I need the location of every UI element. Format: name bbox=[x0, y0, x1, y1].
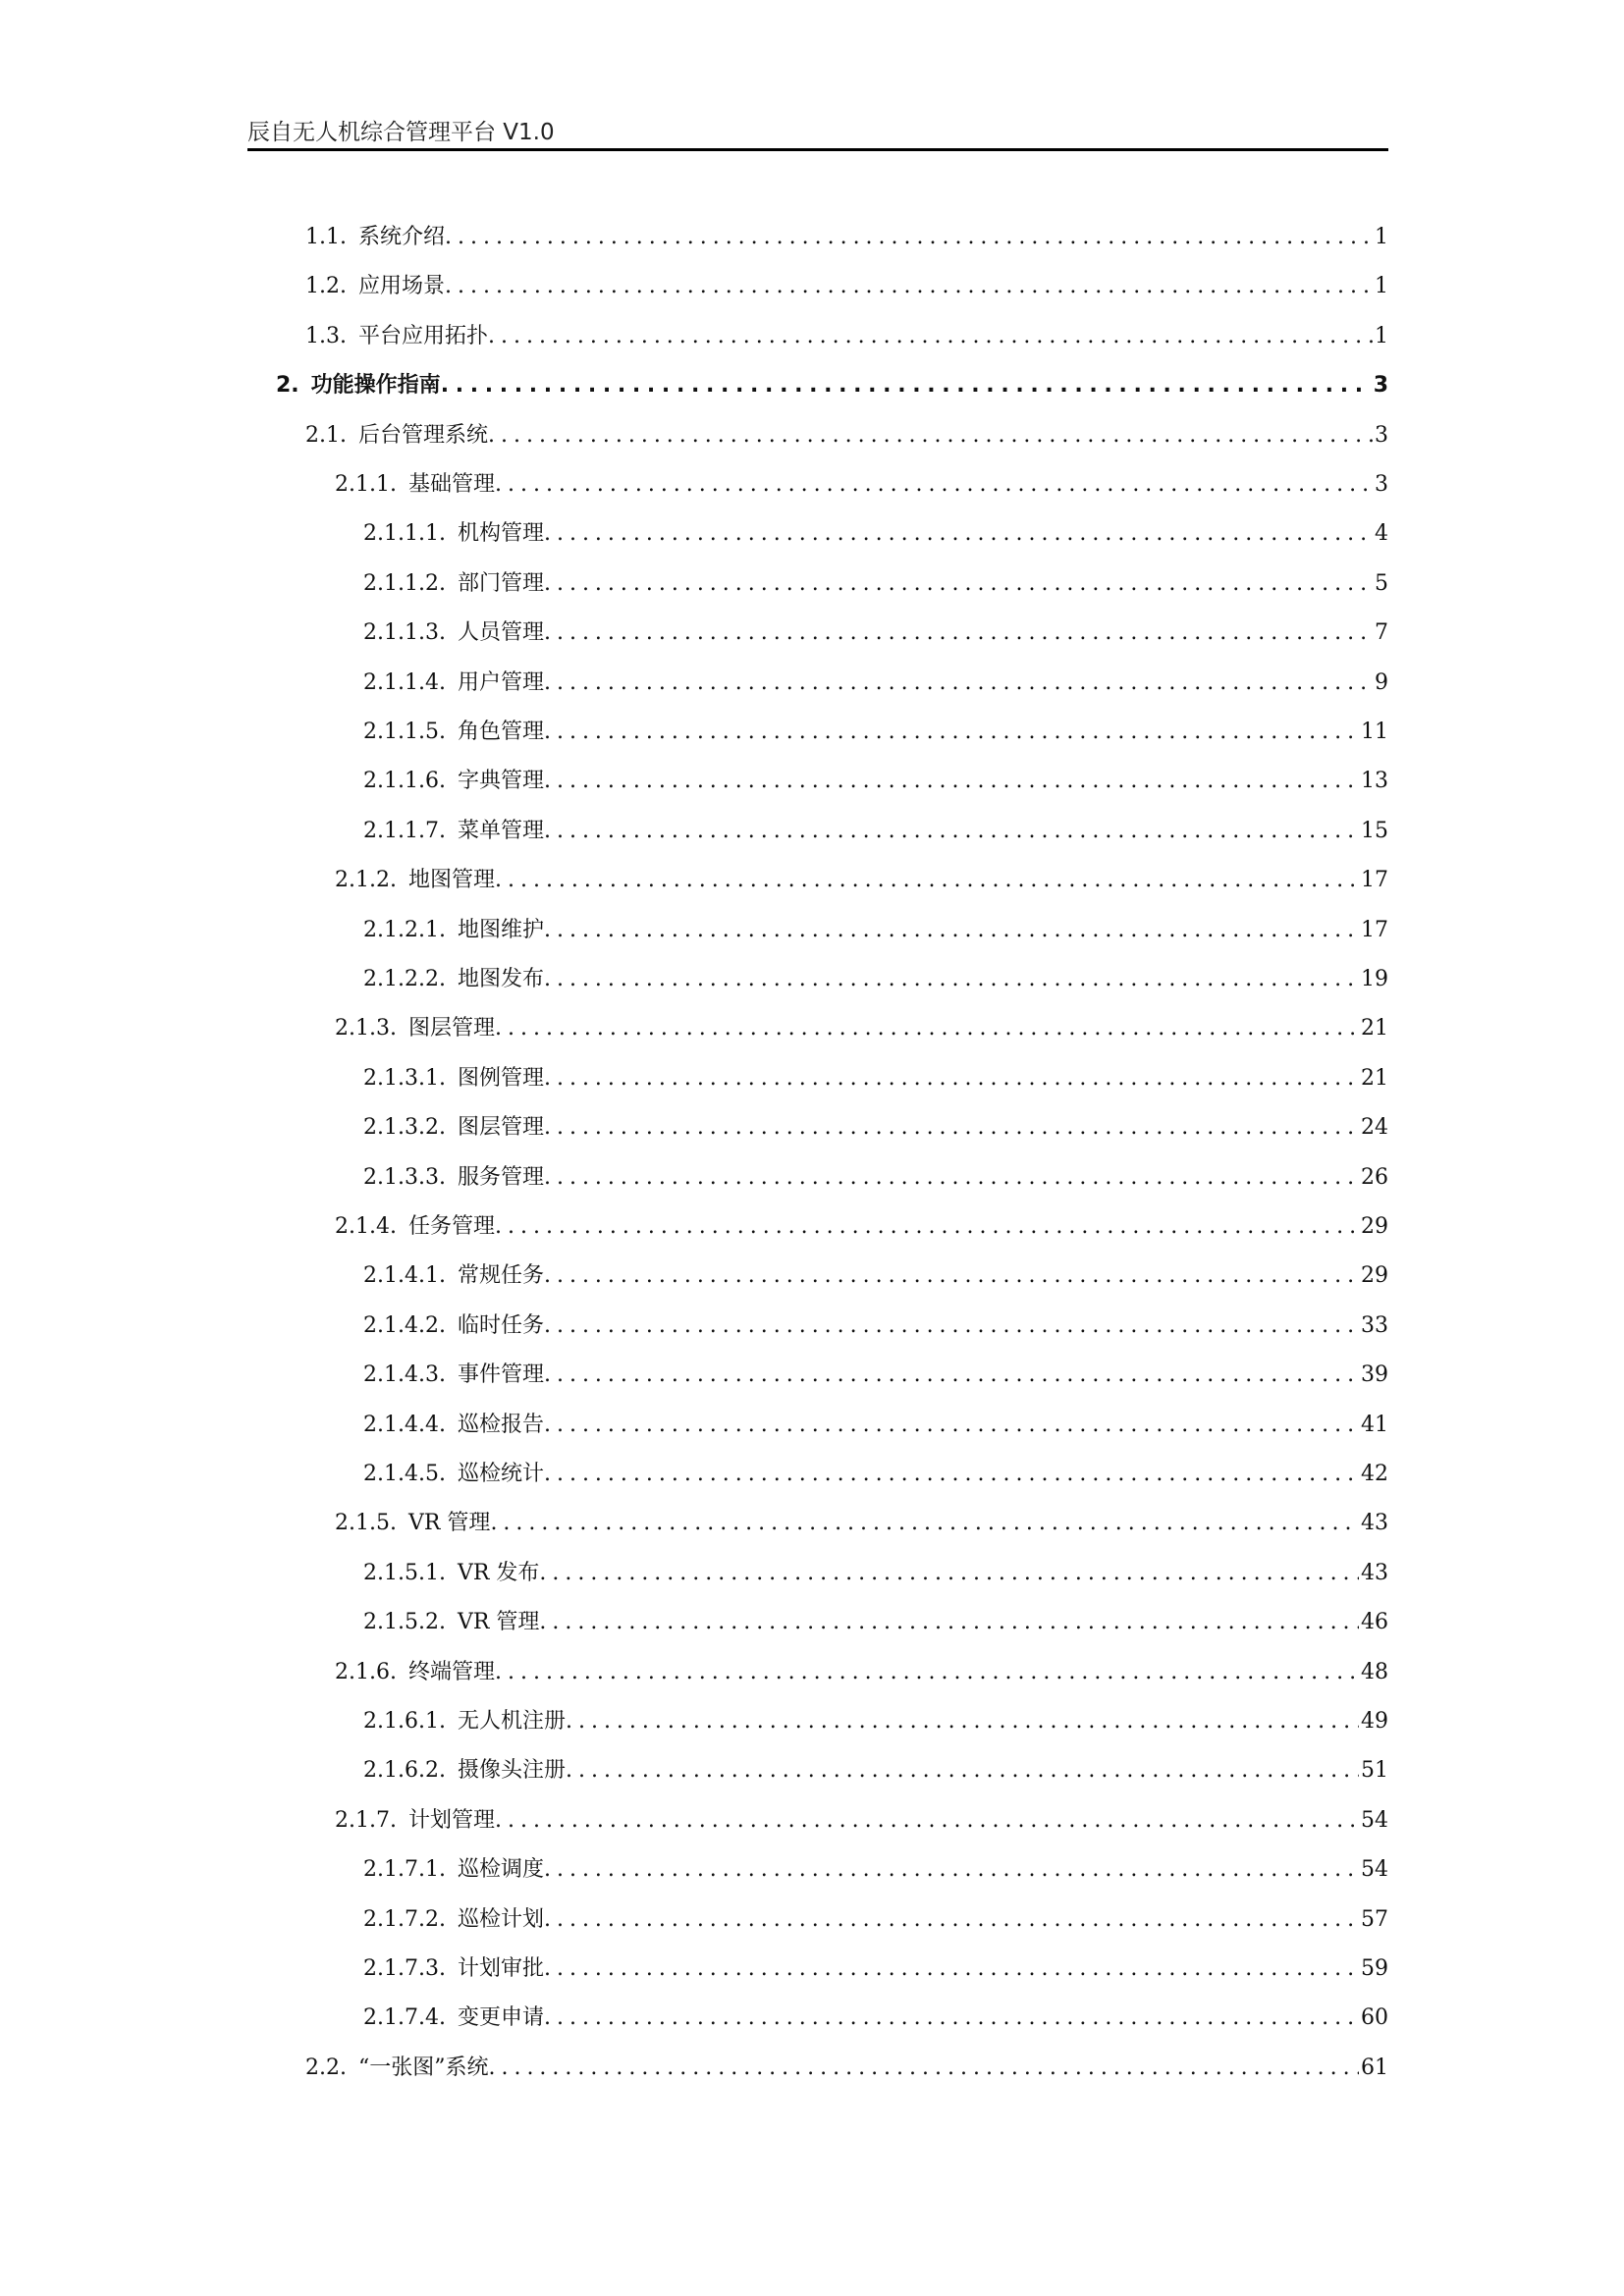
toc-entry-title: 基础管理 bbox=[407, 472, 495, 497]
toc-entry-number: 2.1.2. bbox=[335, 868, 397, 893]
toc-entry-page: 3 bbox=[1375, 472, 1388, 497]
toc-entry-number: 2.1.1.2. bbox=[363, 570, 446, 596]
toc-entry-number: 2.1.7.4. bbox=[363, 2005, 446, 2031]
toc-entry[interactable] bbox=[335, 1202, 1388, 1252]
toc-entry-title: 临时任务 bbox=[457, 1312, 544, 1338]
toc-dot-leader bbox=[544, 807, 1359, 856]
toc-entry[interactable] bbox=[335, 1796, 1388, 1845]
toc-entry-title: “一张图”系统 bbox=[357, 2055, 489, 2080]
toc-entry[interactable] bbox=[363, 1549, 1388, 1598]
toc-dot-leader bbox=[539, 1598, 1359, 1647]
toc-entry-number: 2.1.4.2. bbox=[363, 1312, 446, 1338]
toc-entry-title: 计划审批 bbox=[457, 1956, 544, 1981]
toc-dot-leader bbox=[495, 1202, 1359, 1252]
toc-entry-title: 用户管理 bbox=[457, 669, 544, 695]
toc-entry-number: 2.1.7. bbox=[335, 1807, 397, 1833]
toc-entry-title: 图层管理 bbox=[457, 1115, 544, 1141]
toc-entry-number: 2.1.7.3. bbox=[363, 1956, 446, 1981]
toc-entry-page: 29 bbox=[1361, 1263, 1388, 1289]
toc-entry-number: 2.1.4.5. bbox=[363, 1462, 446, 1486]
toc-dot-leader bbox=[566, 1697, 1359, 1746]
toc-entry-page: 49 bbox=[1361, 1709, 1388, 1734]
toc-entry-number: 1.3. bbox=[305, 323, 347, 348]
toc-entry[interactable] bbox=[363, 1697, 1388, 1746]
toc-entry-title: 图层管理 bbox=[407, 1016, 495, 1041]
toc-entry-title: 巡检报告 bbox=[457, 1412, 544, 1437]
toc-entry-page: 9 bbox=[1375, 669, 1388, 695]
toc-entry[interactable] bbox=[363, 659, 1388, 708]
toc-entry[interactable] bbox=[363, 1054, 1388, 1103]
toc-entry-page: 60 bbox=[1361, 2005, 1388, 2031]
toc-entry-title: 应用场景 bbox=[357, 274, 445, 299]
toc-entry-title: 变更申请 bbox=[457, 2005, 544, 2031]
toc-entry[interactable] bbox=[363, 906, 1388, 955]
toc-entry-number: 2.1.5.1. bbox=[363, 1560, 446, 1585]
toc-entry[interactable] bbox=[363, 1945, 1388, 1994]
toc-entry-number: 2.1.1.5. bbox=[363, 720, 446, 744]
toc-dot-leader bbox=[544, 1054, 1359, 1103]
toc-entry-number: 2.1.3.2. bbox=[363, 1115, 446, 1141]
toc-entry[interactable] bbox=[363, 955, 1388, 1004]
toc-entry[interactable] bbox=[276, 361, 1388, 410]
toc-dot-leader bbox=[544, 1302, 1359, 1351]
toc-dot-leader bbox=[544, 708, 1359, 757]
toc-entry-number: 2.1.1.4. bbox=[363, 669, 446, 695]
toc-entry[interactable] bbox=[363, 1351, 1388, 1400]
toc-entry[interactable] bbox=[363, 1252, 1388, 1301]
toc-entry-title: 任务管理 bbox=[407, 1214, 495, 1239]
toc-entry-number: 2.1.5. bbox=[335, 1511, 397, 1536]
toc-entry-page: 4 bbox=[1375, 521, 1388, 547]
toc-entry-title: 地图管理 bbox=[407, 868, 495, 893]
toc-entry-page: 17 bbox=[1361, 917, 1388, 942]
toc-entry-page: 1 bbox=[1375, 225, 1388, 249]
toc-entry-number: 2.1.2.2. bbox=[363, 967, 446, 991]
toc-entry-number: 2.1.6.2. bbox=[363, 1758, 446, 1784]
toc-entry-title: 巡检计划 bbox=[457, 1906, 544, 1932]
toc-dot-leader bbox=[544, 1450, 1359, 1499]
toc-dot-leader bbox=[544, 1994, 1359, 2043]
toc-entry-page: 1 bbox=[1375, 274, 1388, 299]
toc-entry-page: 54 bbox=[1361, 1807, 1388, 1833]
toc-entry-title: VR 管理 bbox=[457, 1610, 540, 1635]
toc-entry[interactable] bbox=[363, 1746, 1388, 1795]
toc-dot-leader bbox=[495, 1796, 1359, 1845]
toc-dot-leader bbox=[495, 1004, 1359, 1053]
toc-entry[interactable] bbox=[335, 1648, 1388, 1697]
toc-entry[interactable] bbox=[363, 1401, 1388, 1450]
toc-dot-leader bbox=[488, 312, 1373, 361]
toc-entry-page: 61 bbox=[1361, 2055, 1388, 2080]
toc-entry-page: 19 bbox=[1361, 967, 1388, 991]
toc-entry-title: 终端管理 bbox=[407, 1659, 495, 1684]
toc-dot-leader bbox=[544, 1252, 1359, 1301]
toc-entry[interactable] bbox=[305, 411, 1388, 460]
toc-entry-title: 摄像头注册 bbox=[457, 1758, 566, 1784]
toc-entry[interactable] bbox=[363, 1153, 1388, 1202]
toc-entry-title: VR 发布 bbox=[457, 1560, 540, 1585]
toc-entry-number: 2.1.6. bbox=[335, 1659, 397, 1684]
toc-entry[interactable] bbox=[363, 1598, 1388, 1647]
toc-entry-number: 2.1.2.1. bbox=[363, 917, 446, 942]
toc-entry-page: 33 bbox=[1361, 1312, 1388, 1338]
toc-entry[interactable] bbox=[305, 2044, 1388, 2093]
toc-entry-page: 42 bbox=[1361, 1462, 1388, 1486]
toc-dot-leader bbox=[544, 659, 1373, 708]
toc-dot-leader bbox=[544, 1845, 1359, 1895]
toc-entry-number: 2.1.1.6. bbox=[363, 769, 446, 794]
toc-entry[interactable] bbox=[363, 807, 1388, 856]
toc-entry-number: 2.1.7.2. bbox=[363, 1906, 446, 1932]
toc-entry-number: 2.1.4.1. bbox=[363, 1263, 446, 1289]
toc-entry-page: 13 bbox=[1361, 769, 1388, 794]
toc-entry-page: 1 bbox=[1375, 323, 1388, 348]
toc-dot-leader bbox=[544, 1401, 1359, 1450]
toc-entry[interactable] bbox=[363, 509, 1388, 559]
toc-dot-leader bbox=[539, 1549, 1359, 1598]
toc-entry-page: 21 bbox=[1361, 1016, 1388, 1041]
toc-entry-title: 巡检统计 bbox=[457, 1462, 544, 1486]
toc-dot-leader bbox=[495, 460, 1373, 509]
toc-entry-number: 2.1.3.1. bbox=[363, 1065, 446, 1091]
toc-entry[interactable] bbox=[305, 213, 1388, 262]
toc-entry[interactable] bbox=[363, 1103, 1388, 1152]
toc-entry-number: 1.2. bbox=[305, 274, 347, 299]
toc-entry-title: 无人机注册 bbox=[457, 1709, 566, 1734]
toc-dot-leader bbox=[544, 560, 1373, 609]
toc-entry-page: 59 bbox=[1361, 1956, 1388, 1981]
toc-dot-leader bbox=[544, 1896, 1359, 1945]
toc-entry-number: 2.1.1.7. bbox=[363, 818, 446, 843]
toc-dot-leader bbox=[490, 1499, 1359, 1548]
toc-entry[interactable] bbox=[363, 1450, 1388, 1499]
toc-dot-leader bbox=[544, 757, 1359, 806]
toc-entry-page: 41 bbox=[1361, 1412, 1388, 1437]
toc-entry-number: 2.1.4. bbox=[335, 1214, 397, 1239]
toc-entry-title: 图例管理 bbox=[457, 1065, 544, 1091]
toc-entry[interactable] bbox=[363, 757, 1388, 806]
toc-dot-leader bbox=[544, 1103, 1359, 1152]
toc-entry[interactable] bbox=[363, 708, 1388, 757]
toc-entry-page: 48 bbox=[1361, 1659, 1388, 1684]
toc-dot-leader bbox=[495, 856, 1359, 905]
toc-dot-leader bbox=[544, 1351, 1359, 1400]
toc-entry[interactable] bbox=[363, 1896, 1388, 1945]
toc-entry-title: 机构管理 bbox=[457, 521, 544, 547]
toc-entry-number: 2.1.3. bbox=[335, 1016, 397, 1041]
toc-dot-leader bbox=[544, 1945, 1359, 1994]
toc-dot-leader bbox=[445, 213, 1373, 262]
toc-entry-number: 2.1.1. bbox=[335, 472, 397, 497]
toc-entry-page: 17 bbox=[1361, 868, 1388, 893]
toc-entry-page: 26 bbox=[1361, 1164, 1388, 1190]
toc-entry-page: 46 bbox=[1361, 1610, 1388, 1635]
toc-dot-leader bbox=[544, 1153, 1359, 1202]
toc-entry[interactable] bbox=[363, 1302, 1388, 1351]
toc-entry[interactable] bbox=[335, 1499, 1388, 1548]
toc-entry-title: 地图维护 bbox=[457, 917, 544, 942]
toc-entry-number: 2.1.5.2. bbox=[363, 1610, 446, 1635]
toc-entry-title: 后台管理系统 bbox=[357, 422, 488, 448]
toc-entry-title: 字典管理 bbox=[457, 769, 544, 794]
toc-entry-number: 2.1.4.3. bbox=[363, 1362, 446, 1388]
toc-entry-page: 24 bbox=[1361, 1115, 1388, 1141]
toc-entry[interactable] bbox=[363, 609, 1388, 658]
toc-entry-title: 平台应用拓扑 bbox=[357, 323, 488, 348]
toc-entry-number: 2. bbox=[276, 373, 299, 399]
toc-entry-title: 人员管理 bbox=[457, 620, 544, 646]
toc-entry-page: 21 bbox=[1361, 1065, 1388, 1091]
toc-entry-number: 2.1.3.3. bbox=[363, 1164, 446, 1190]
toc-dot-leader bbox=[544, 906, 1359, 955]
toc-entry-number: 2.1.6.1. bbox=[363, 1709, 446, 1734]
toc-entry-title: 地图发布 bbox=[457, 967, 544, 991]
toc-entry-page: 43 bbox=[1361, 1511, 1388, 1536]
toc-entry-page: 11 bbox=[1361, 720, 1388, 744]
toc-entry-title: VR 管理 bbox=[407, 1511, 491, 1536]
toc-entry-page: 7 bbox=[1375, 620, 1388, 646]
toc-entry-page: 5 bbox=[1375, 570, 1388, 596]
toc-entry-number: 1.1. bbox=[305, 225, 347, 249]
toc-dot-leader bbox=[544, 609, 1373, 658]
toc-entry-number: 2.1. bbox=[305, 422, 347, 448]
toc-entry[interactable] bbox=[363, 1845, 1388, 1895]
toc-entry-page: 54 bbox=[1361, 1857, 1388, 1883]
toc-entry[interactable] bbox=[305, 262, 1388, 311]
toc-dot-leader bbox=[441, 361, 1372, 410]
toc-dot-leader bbox=[488, 2044, 1359, 2093]
toc-entry-page: 51 bbox=[1361, 1758, 1388, 1784]
header-rule bbox=[247, 148, 1388, 151]
toc-entry-number: 2.1.4.4. bbox=[363, 1412, 446, 1437]
toc-entry[interactable] bbox=[335, 856, 1388, 905]
toc-dot-leader bbox=[566, 1746, 1359, 1795]
toc-entry-number: 2.2. bbox=[305, 2055, 347, 2080]
toc-entry-number: 2.1.1.1. bbox=[363, 521, 446, 547]
toc-dot-leader bbox=[445, 262, 1373, 311]
toc-entry-page: 3 bbox=[1375, 422, 1388, 448]
toc-dot-leader bbox=[488, 411, 1373, 460]
toc-dot-leader bbox=[544, 955, 1359, 1004]
toc-entry-title: 角色管理 bbox=[457, 720, 544, 744]
toc-entry-page: 15 bbox=[1361, 818, 1388, 843]
toc-entry[interactable] bbox=[363, 560, 1388, 609]
toc-entry-title: 常规任务 bbox=[457, 1263, 544, 1289]
toc-entry-page: 43 bbox=[1361, 1560, 1388, 1585]
toc-entry-page: 39 bbox=[1361, 1362, 1388, 1388]
toc-entry-title: 计划管理 bbox=[407, 1807, 495, 1833]
toc-entry[interactable] bbox=[363, 1994, 1388, 2043]
toc-entry-page: 29 bbox=[1361, 1214, 1388, 1239]
toc-entry-page: 57 bbox=[1361, 1906, 1388, 1932]
toc-entry-title: 巡检调度 bbox=[457, 1857, 544, 1883]
toc-entry-title: 部门管理 bbox=[457, 570, 544, 596]
toc-entry-title: 服务管理 bbox=[457, 1164, 544, 1190]
toc-entry[interactable] bbox=[335, 460, 1388, 509]
toc-entry[interactable] bbox=[335, 1004, 1388, 1053]
toc-entry-title: 事件管理 bbox=[457, 1362, 544, 1388]
toc-entry-title: 系统介绍 bbox=[357, 225, 445, 249]
toc-entry-page: 3 bbox=[1373, 373, 1388, 399]
toc-dot-leader bbox=[544, 509, 1373, 559]
toc-entry-number: 2.1.7.1. bbox=[363, 1857, 446, 1883]
document-header-title: 辰自无人机综合管理平台 V1.0 bbox=[247, 120, 555, 145]
toc-entry-title: 功能操作指南 bbox=[310, 373, 441, 399]
toc-dot-leader bbox=[495, 1648, 1359, 1697]
toc-entry-title: 菜单管理 bbox=[457, 818, 544, 843]
toc-entry-number: 2.1.1.3. bbox=[363, 620, 446, 646]
toc-entry[interactable] bbox=[305, 312, 1388, 361]
